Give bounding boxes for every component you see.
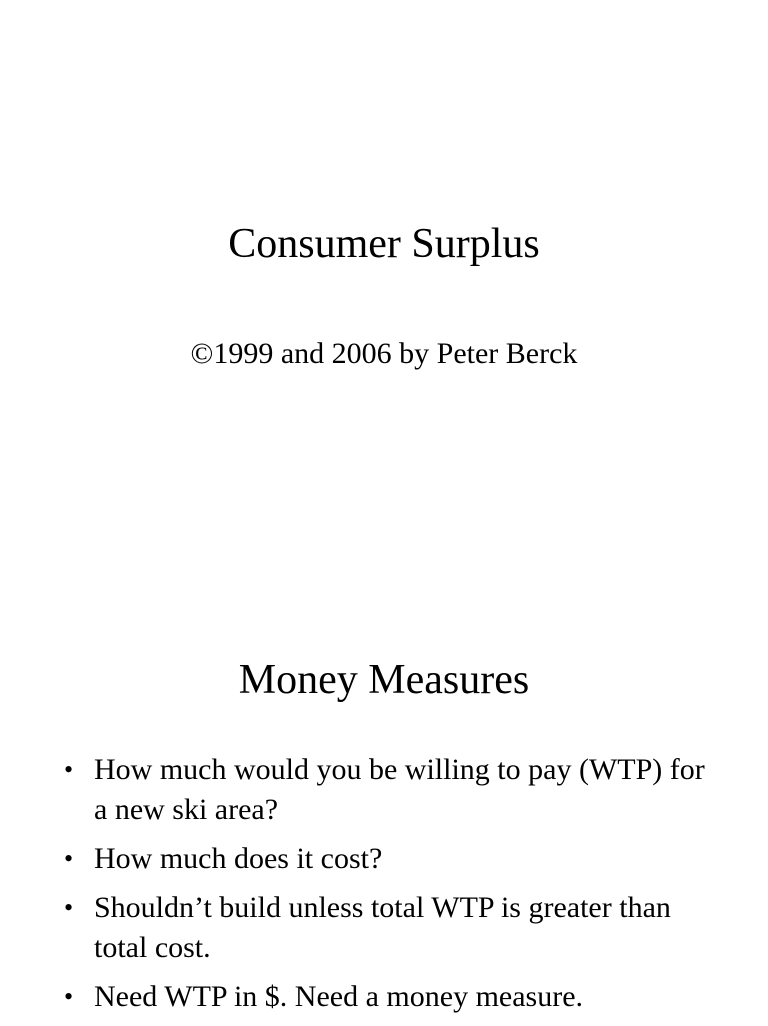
- bullet-item: [62, 888, 722, 968]
- bullet-item: [62, 839, 722, 879]
- bullet-text: How much would you be willing to pay (WTP) for a new ski area?: [94, 753, 705, 826]
- bullet-list: [62, 750, 722, 1026]
- content-slide: [0, 512, 768, 1024]
- copyright-subtitle: ©1999 and 2006 by Peter Berck: [190, 337, 578, 370]
- bullet-item: [62, 750, 722, 830]
- bullet-icon: •: [64, 893, 74, 922]
- bullet-icon: •: [64, 844, 74, 873]
- bullet-icon: •: [64, 982, 74, 1011]
- slide-title: Money Measures: [238, 657, 530, 703]
- title-slide: [0, 0, 768, 512]
- bullet-text: Shouldn’t build unless total WTP is greater than total cost.: [94, 891, 671, 964]
- bullet-text: How much does it cost?: [94, 842, 383, 875]
- bullet-icon: •: [64, 755, 74, 784]
- bullet-item: [62, 977, 722, 1017]
- slide-title: Consumer Surplus: [228, 221, 540, 267]
- bullet-text: Need WTP in $. Need a money measure.: [94, 980, 584, 1013]
